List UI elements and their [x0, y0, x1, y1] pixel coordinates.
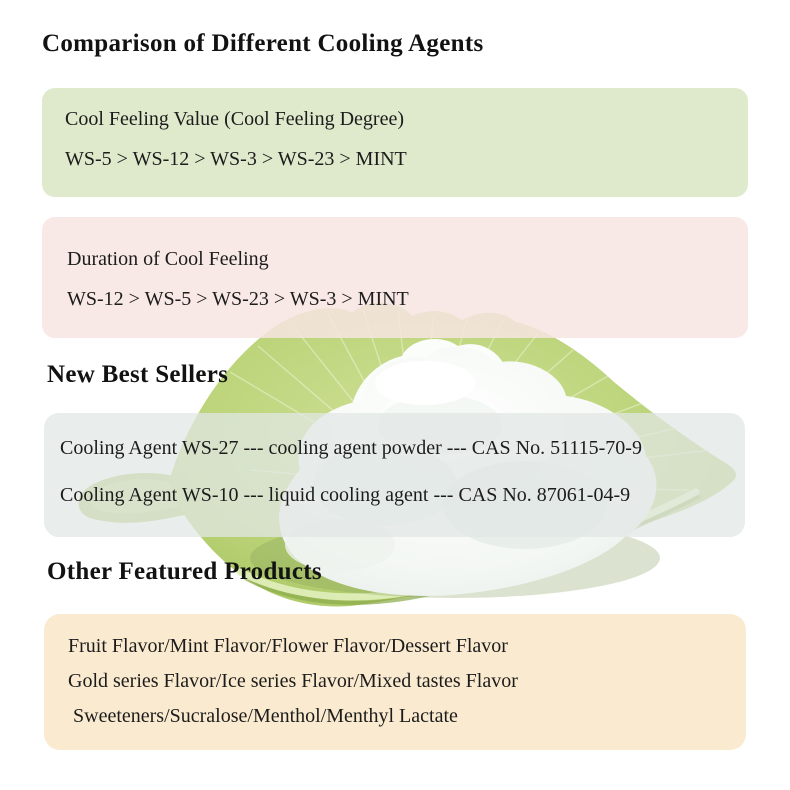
best-seller-item: Cooling Agent WS-27 --- cooling agent powder --- CAS No. 51115-70-9: [60, 437, 642, 459]
featured-line: Fruit Flavor/Mint Flavor/Flower Flavor/Dessert Flavor: [68, 635, 508, 657]
best-sellers-card: [44, 413, 745, 537]
featured-line: Sweeteners/Sucralose/Menthol/Menthyl Lactate: [73, 705, 458, 727]
best-sellers-heading: New Best Sellers: [47, 361, 229, 388]
duration-heading: Duration of Cool Feeling: [67, 248, 269, 270]
cool-value-card: [42, 88, 748, 197]
duration-ranking: WS-12 > WS-5 > WS-23 > WS-3 > MINT: [67, 288, 409, 310]
cool-value-heading: Cool Feeling Value (Cool Feeling Degree): [65, 108, 405, 130]
featured-card: [44, 614, 746, 750]
page-title: Comparison of Different Cooling Agents: [42, 30, 484, 57]
featured-line: Gold series Flavor/Ice series Flavor/Mixed tastes Flavor: [68, 670, 518, 692]
cool-value-ranking: WS-5 > WS-12 > WS-3 > WS-23 > MINT: [65, 148, 407, 170]
duration-card: [42, 217, 748, 338]
featured-heading: Other Featured Products: [47, 558, 322, 585]
best-seller-item: Cooling Agent WS-10 --- liquid cooling agent --- CAS No. 87061-04-9: [60, 484, 631, 506]
